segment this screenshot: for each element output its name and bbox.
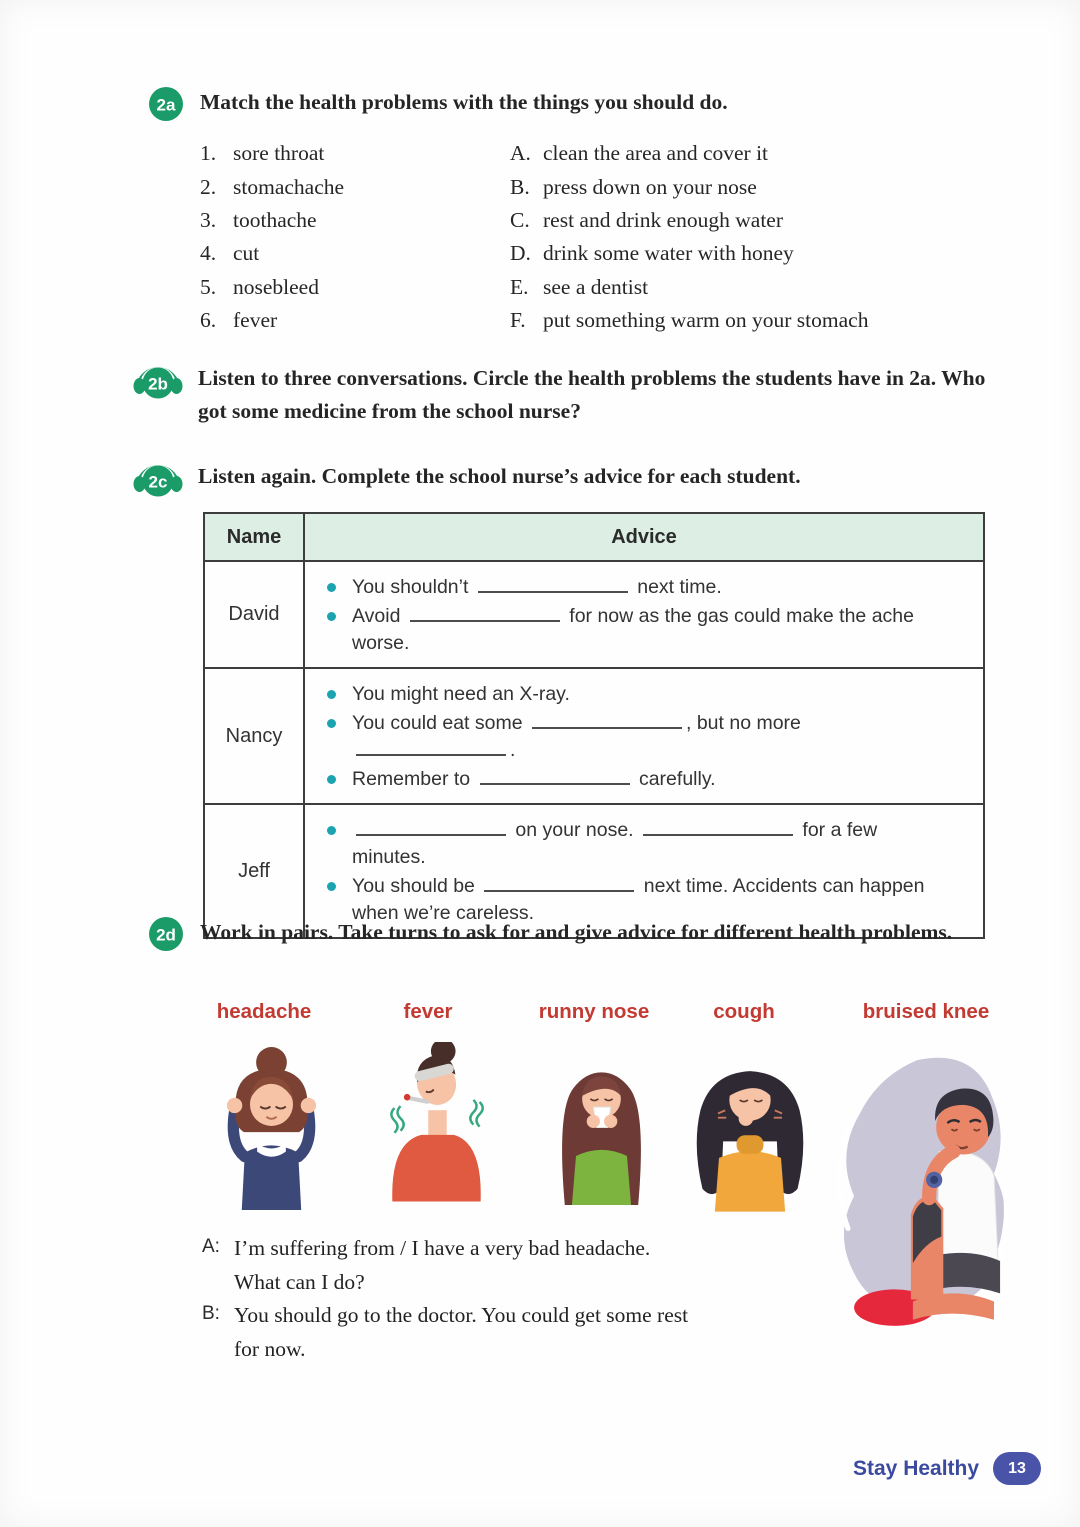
item-marker: C. bbox=[510, 207, 530, 232]
item-text: cut bbox=[233, 241, 260, 266]
speaker-label: A: bbox=[202, 1236, 220, 1257]
item-marker: 6. bbox=[200, 308, 217, 333]
dialogue-lines bbox=[234, 1232, 650, 1299]
section-2b-title: Listen to three conversations. Circle the health problems the students have in 2a. Who got some medicine from the school nurse? bbox=[198, 366, 986, 423]
runny-nose-illustration bbox=[548, 1050, 656, 1208]
section-2a-title: Match the health problems with the things you should do. bbox=[200, 90, 728, 114]
section-2c-badge-headphones-icon bbox=[132, 454, 184, 500]
fill-in-blank bbox=[356, 819, 506, 836]
fill-in-blank bbox=[480, 768, 630, 785]
advice-options-list bbox=[510, 137, 868, 337]
speaker-label: B: bbox=[202, 1303, 220, 1324]
table-header-name: Name bbox=[204, 513, 304, 561]
student-name: Nancy bbox=[204, 668, 304, 804]
fill-in-blank bbox=[478, 576, 628, 593]
advice-text: Remember to carefully. bbox=[352, 768, 716, 790]
action-item-F bbox=[510, 304, 868, 337]
advice-text: Avoid for now as the gas could make the ache worse. bbox=[352, 605, 914, 654]
table-row bbox=[204, 561, 984, 668]
item-text: rest and drink enough water bbox=[543, 207, 784, 232]
advice-cell bbox=[304, 561, 984, 668]
page-footer bbox=[853, 1452, 1041, 1485]
table-header-advice: Advice bbox=[304, 513, 984, 561]
item-text: nosebleed bbox=[233, 274, 319, 299]
item-text: sore throat bbox=[233, 141, 325, 166]
dialogue-turn bbox=[202, 1299, 688, 1366]
student-name: David bbox=[204, 561, 304, 668]
fever-illustration bbox=[378, 1042, 496, 1202]
item-text: see a dentist bbox=[543, 274, 649, 299]
section-2a-badge-icon bbox=[148, 86, 184, 122]
section-2c-header bbox=[132, 460, 958, 500]
item-text: press down on your nose bbox=[543, 174, 757, 199]
dialogue-line: I’m suffering from / I have a very bad headache. bbox=[234, 1236, 651, 1260]
unit-title: Stay Healthy bbox=[853, 1456, 980, 1480]
problem-item-2 bbox=[200, 170, 344, 203]
fill-in-blank bbox=[532, 712, 682, 729]
problem-item-3 bbox=[200, 204, 344, 237]
page-number-badge: 13 bbox=[993, 1452, 1041, 1485]
vocab-runny-nose: runny nose bbox=[538, 1000, 650, 1023]
section-2d-title: Work in pairs. Take turns to ask for and give advice for different health problems. bbox=[200, 920, 953, 944]
action-item-C bbox=[510, 204, 868, 237]
bullet-icon bbox=[327, 583, 336, 592]
bullet-icon bbox=[327, 690, 336, 699]
svg-text:2b: 2b bbox=[148, 374, 168, 394]
table-row bbox=[204, 668, 984, 804]
dialogue-line: You should go to the doctor. You could get some rest bbox=[234, 1303, 689, 1327]
health-problems-list bbox=[200, 137, 344, 337]
advice-line bbox=[323, 817, 931, 871]
svg-text:2c: 2c bbox=[148, 472, 168, 492]
problem-item-5 bbox=[200, 271, 344, 304]
section-2d-header bbox=[148, 916, 960, 952]
fill-in-blank bbox=[410, 605, 560, 622]
item-text: put something warm on your stomach bbox=[543, 308, 869, 333]
item-text: drink some water with honey bbox=[543, 241, 794, 266]
action-item-E bbox=[510, 271, 868, 304]
vocab-bruised-knee: bruised knee bbox=[862, 1000, 990, 1023]
advice-line bbox=[323, 681, 931, 708]
item-text: toothache bbox=[233, 207, 317, 232]
item-marker: D. bbox=[510, 241, 531, 266]
nurse-advice-table bbox=[203, 512, 985, 939]
dialogue-line: for now. bbox=[234, 1336, 306, 1361]
section-2d-badge-icon bbox=[148, 916, 184, 952]
item-marker: 5. bbox=[200, 274, 217, 299]
section-2a-header bbox=[148, 86, 850, 122]
fill-in-blank bbox=[484, 875, 634, 892]
problem-item-1 bbox=[200, 137, 344, 170]
advice-text: You should be next time. Accidents can happen when we’re careless. bbox=[352, 875, 925, 924]
advice-cell bbox=[304, 668, 984, 804]
section-2b-badge-headphones-icon bbox=[132, 356, 184, 402]
bullet-icon bbox=[327, 719, 336, 728]
section-2c-title: Listen again. Complete the school nurse’s advice for each student. bbox=[198, 464, 801, 488]
advice-line bbox=[323, 603, 931, 657]
item-marker: 4. bbox=[200, 241, 217, 266]
advice-text: You shouldn’t next time. bbox=[352, 576, 722, 598]
item-marker: E. bbox=[510, 274, 529, 299]
advice-text: You might need an X-ray. bbox=[352, 683, 570, 705]
dialogue-turn bbox=[202, 1232, 688, 1299]
item-text: stomachache bbox=[233, 174, 345, 199]
advice-line bbox=[323, 766, 931, 793]
item-marker: A. bbox=[510, 141, 531, 166]
item-text: clean the area and cover it bbox=[543, 141, 769, 166]
item-marker: 1. bbox=[200, 141, 217, 166]
bullet-icon bbox=[327, 882, 336, 891]
vocab-cough: cough bbox=[713, 1000, 775, 1023]
example-dialogue bbox=[202, 1232, 688, 1366]
action-item-A bbox=[510, 137, 868, 170]
problem-item-4 bbox=[200, 237, 344, 270]
svg-text:2a: 2a bbox=[156, 95, 176, 115]
item-marker: 3. bbox=[200, 207, 217, 232]
student-name: Jeff bbox=[204, 804, 304, 938]
action-item-B bbox=[510, 170, 868, 203]
fill-in-blank bbox=[643, 819, 793, 836]
bullet-icon bbox=[327, 826, 336, 835]
cough-illustration bbox=[688, 1046, 812, 1212]
item-marker: 2. bbox=[200, 174, 217, 199]
bullet-icon bbox=[327, 775, 336, 784]
action-item-D bbox=[510, 237, 868, 270]
bruised-knee-illustration bbox=[818, 1044, 1024, 1338]
vocab-headache: headache bbox=[216, 1000, 312, 1023]
vocab-fever: fever bbox=[403, 1000, 453, 1023]
advice-line bbox=[323, 710, 931, 764]
advice-line bbox=[323, 574, 931, 601]
svg-text:2d: 2d bbox=[156, 925, 176, 945]
advice-text: on your nose. for a few minutes. bbox=[352, 819, 878, 868]
item-marker: B. bbox=[510, 174, 530, 199]
item-marker: F. bbox=[510, 308, 526, 333]
headache-illustration bbox=[213, 1046, 331, 1210]
item-text: fever bbox=[233, 308, 278, 333]
dialogue-lines bbox=[234, 1299, 688, 1366]
dialogue-line: What can I do? bbox=[234, 1269, 365, 1294]
problem-item-6 bbox=[200, 304, 344, 337]
fill-in-blank bbox=[356, 739, 506, 756]
section-2b-header bbox=[132, 362, 993, 427]
bullet-icon bbox=[327, 612, 336, 621]
advice-text: You could eat some , but no more . bbox=[352, 712, 801, 761]
